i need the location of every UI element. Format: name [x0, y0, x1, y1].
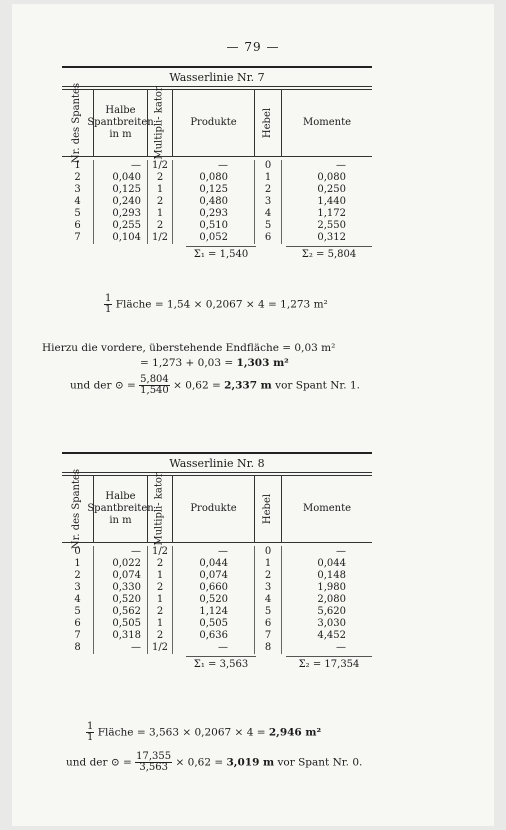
- table-title: Wasserlinie Nr. 7: [62, 68, 372, 87]
- table-body: [62, 157, 372, 244]
- table-title: Wasserlinie Nr. 8: [62, 454, 372, 473]
- table-cell: 2: [156, 582, 164, 593]
- column-momente: [282, 546, 372, 654]
- table-cell: 1: [74, 160, 81, 171]
- table-cell: —: [131, 160, 141, 171]
- header-nr-des-spantes: Nr. des Spantes: [62, 90, 94, 156]
- header-multiplikator: Multipli- kator: [148, 90, 173, 156]
- table-cell: 0,636: [199, 630, 228, 641]
- table-sums: [62, 246, 372, 260]
- table-cell: 2: [156, 558, 164, 569]
- table-sums: [62, 656, 372, 670]
- table-cell: 1: [156, 570, 164, 581]
- table-cell: 0,040: [112, 172, 141, 183]
- table-cell: 5,620: [317, 606, 346, 617]
- table-cell: 1,440: [317, 196, 346, 207]
- table-cell: 2: [156, 196, 164, 207]
- page-number: — 79 —: [226, 40, 280, 54]
- table-cell: 1: [156, 184, 164, 195]
- table-cell: 0,250: [317, 184, 346, 195]
- table-cell: 2: [74, 570, 81, 581]
- table-body: [62, 543, 372, 654]
- fraction: $\frac{5,804}{1,540}$: [140, 374, 169, 396]
- fraction: $\frac{1}{1}$: [87, 721, 94, 743]
- table-cell: 0: [264, 160, 272, 171]
- table-cell: 0: [264, 546, 272, 557]
- table-cell: 5: [74, 208, 81, 219]
- sum-2: Σ₂ = 17,354: [286, 656, 372, 670]
- table-cell: 3: [264, 582, 272, 593]
- table-cell: 0,505: [112, 618, 141, 629]
- table-cell: —: [336, 160, 346, 171]
- table-cell: 0,562: [112, 606, 141, 617]
- table-cell: 0,125: [112, 184, 141, 195]
- table-cell: 6: [74, 618, 81, 629]
- fraction: $\frac{17,355}{3,563}$: [136, 751, 172, 773]
- table-header: [62, 82, 372, 164]
- table-cell: 2: [264, 184, 272, 195]
- header-halbe-spantbreiten: Halbe Spantbreiten in m: [94, 90, 148, 156]
- table-cell: 1: [156, 594, 164, 605]
- table-cell: 5: [74, 606, 81, 617]
- table-cell: 0,505: [199, 618, 228, 629]
- table-cell: 1/2: [151, 642, 169, 653]
- header-nr-des-spantes: Nr. des Spantes: [62, 476, 94, 542]
- table-cell: —: [336, 642, 346, 653]
- table-cell: 6: [74, 220, 81, 231]
- table-cell: 0,480: [199, 196, 228, 207]
- table-cell: 5: [264, 220, 272, 231]
- sum-1: Σ₁ = 1,540: [186, 246, 256, 260]
- table-cell: 0,125: [199, 184, 228, 195]
- table-cell: 2: [156, 220, 164, 231]
- table-cell: 2,550: [317, 220, 346, 231]
- table-cell: 6: [264, 618, 272, 629]
- table-wasserlinie-8: [62, 452, 372, 670]
- table-cell: 5: [264, 606, 272, 617]
- table-cell: 0,312: [317, 232, 346, 243]
- table-cell: 2: [156, 172, 164, 183]
- table-cell: 7: [74, 630, 81, 641]
- table-cell: 0,255: [112, 220, 141, 231]
- table-cell: 2: [264, 570, 272, 581]
- table-cell: 0,520: [199, 594, 228, 605]
- header-multiplikator: Multipli- kator: [148, 476, 173, 542]
- table-cell: 0,022: [112, 558, 141, 569]
- table-cell: 1: [156, 618, 164, 629]
- column-multiplikator: [148, 546, 173, 654]
- table-cell: 4: [74, 594, 81, 605]
- table-cell: 0,520: [112, 594, 141, 605]
- table-cell: 2: [156, 630, 164, 641]
- table-cell: 1/2: [151, 546, 169, 557]
- table-cell: 0,052: [199, 232, 228, 243]
- table-cell: 0,080: [317, 172, 346, 183]
- header-produkte: Produkte: [173, 476, 255, 542]
- table-cell: 0,044: [199, 558, 228, 569]
- table-cell: 0,330: [112, 582, 141, 593]
- table-cell: 4,452: [317, 630, 346, 641]
- table-cell: 6: [264, 232, 272, 243]
- header-momente: Momente: [302, 503, 352, 514]
- table-cell: 1,124: [199, 606, 228, 617]
- table-cell: —: [218, 546, 228, 557]
- table-cell: 1,980: [317, 582, 346, 593]
- table-cell: 1: [156, 208, 164, 219]
- schwerpunkt-line-1: und der ⊙ = $\frac{5,804}{1,540}$ × 0,62 = 2,337 m vor Spant Nr. 1.: [70, 374, 360, 396]
- table-cell: 0,318: [112, 630, 141, 641]
- table-cell: 7: [74, 232, 81, 243]
- header-momente: Momente: [302, 117, 352, 128]
- table-header: [62, 468, 372, 550]
- table-cell: —: [218, 642, 228, 653]
- column-produkte: [173, 160, 255, 244]
- table-cell: 1/2: [151, 232, 169, 243]
- table-cell: 0,660: [199, 582, 228, 593]
- table-cell: 2,080: [317, 594, 346, 605]
- column-spantbreiten: [94, 546, 148, 654]
- table-cell: 2: [74, 172, 81, 183]
- table-cell: 4: [264, 594, 272, 605]
- sum-2: Σ₂ = 5,804: [286, 246, 372, 260]
- table-cell: 0,240: [112, 196, 141, 207]
- fraction: $\frac{1}{1}$: [105, 293, 112, 315]
- table-cell: 7: [264, 630, 272, 641]
- table-cell: —: [336, 546, 346, 557]
- table-cell: 0,293: [199, 208, 228, 219]
- table-cell: 3: [74, 582, 81, 593]
- table-cell: 1,172: [317, 208, 346, 219]
- table-cell: 0,074: [199, 570, 228, 581]
- table-cell: 0: [74, 546, 81, 557]
- column-produkte: [173, 546, 255, 654]
- flaeche-line-1: $\frac{1}{1}$ Fläche = 1,54 × 0,2067 × 4 = 1,273 m²: [105, 293, 328, 315]
- column-hebel: [255, 546, 282, 654]
- header-hebel: Hebel: [255, 90, 282, 156]
- table-cell: 1/2: [151, 160, 169, 171]
- table-cell: —: [131, 642, 141, 653]
- table-cell: 0,044: [317, 558, 346, 569]
- table-cell: 2: [156, 606, 164, 617]
- table-cell: 0,104: [112, 232, 141, 243]
- table-cell: 3: [264, 196, 272, 207]
- table-cell: 1: [264, 172, 272, 183]
- table-cell: 4: [74, 196, 81, 207]
- table-cell: 4: [264, 208, 272, 219]
- table-cell: 3,030: [317, 618, 346, 629]
- table-cell: 0,148: [317, 570, 346, 581]
- table-cell: 0,080: [199, 172, 228, 183]
- column-hebel: [255, 160, 282, 244]
- hierzu-line: Hierzu die vordere, überstehende Endfläche = 0,03 m²: [42, 342, 336, 354]
- table-cell: 0,510: [199, 220, 228, 231]
- flaeche-line-2: $\frac{1}{1}$ Fläche = 3,563 × 0,2067 × 4 = 2,946 m²: [87, 721, 322, 743]
- table-cell: 1: [74, 558, 81, 569]
- column-nr: [62, 546, 94, 654]
- table-cell: 1: [264, 558, 272, 569]
- column-spantbreiten: [94, 160, 148, 244]
- header-hebel: Hebel: [255, 476, 282, 542]
- table-cell: 8: [264, 642, 272, 653]
- sum-line: = 1,273 + 0,03 = 1,303 m²: [140, 357, 289, 369]
- table-cell: —: [218, 160, 228, 171]
- header-halbe-spantbreiten: Halbe Spantbreiten in m: [94, 476, 148, 542]
- sum-1: Σ₁ = 3,563: [186, 656, 256, 670]
- column-nr: [62, 160, 94, 244]
- table-cell: 0,074: [112, 570, 141, 581]
- header-produkte: Produkte: [173, 90, 255, 156]
- column-multiplikator: [148, 160, 173, 244]
- table-cell: 0,293: [112, 208, 141, 219]
- schwerpunkt-line-2: und der ⊙ = $\frac{17,355}{3,563}$ × 0,62 = 3,019 m vor Spant Nr. 0.: [66, 751, 363, 773]
- table-cell: 3: [74, 184, 81, 195]
- table-cell: 8: [74, 642, 81, 653]
- table-cell: —: [131, 546, 141, 557]
- column-momente: [282, 160, 372, 244]
- table-wasserlinie-7: [62, 66, 372, 260]
